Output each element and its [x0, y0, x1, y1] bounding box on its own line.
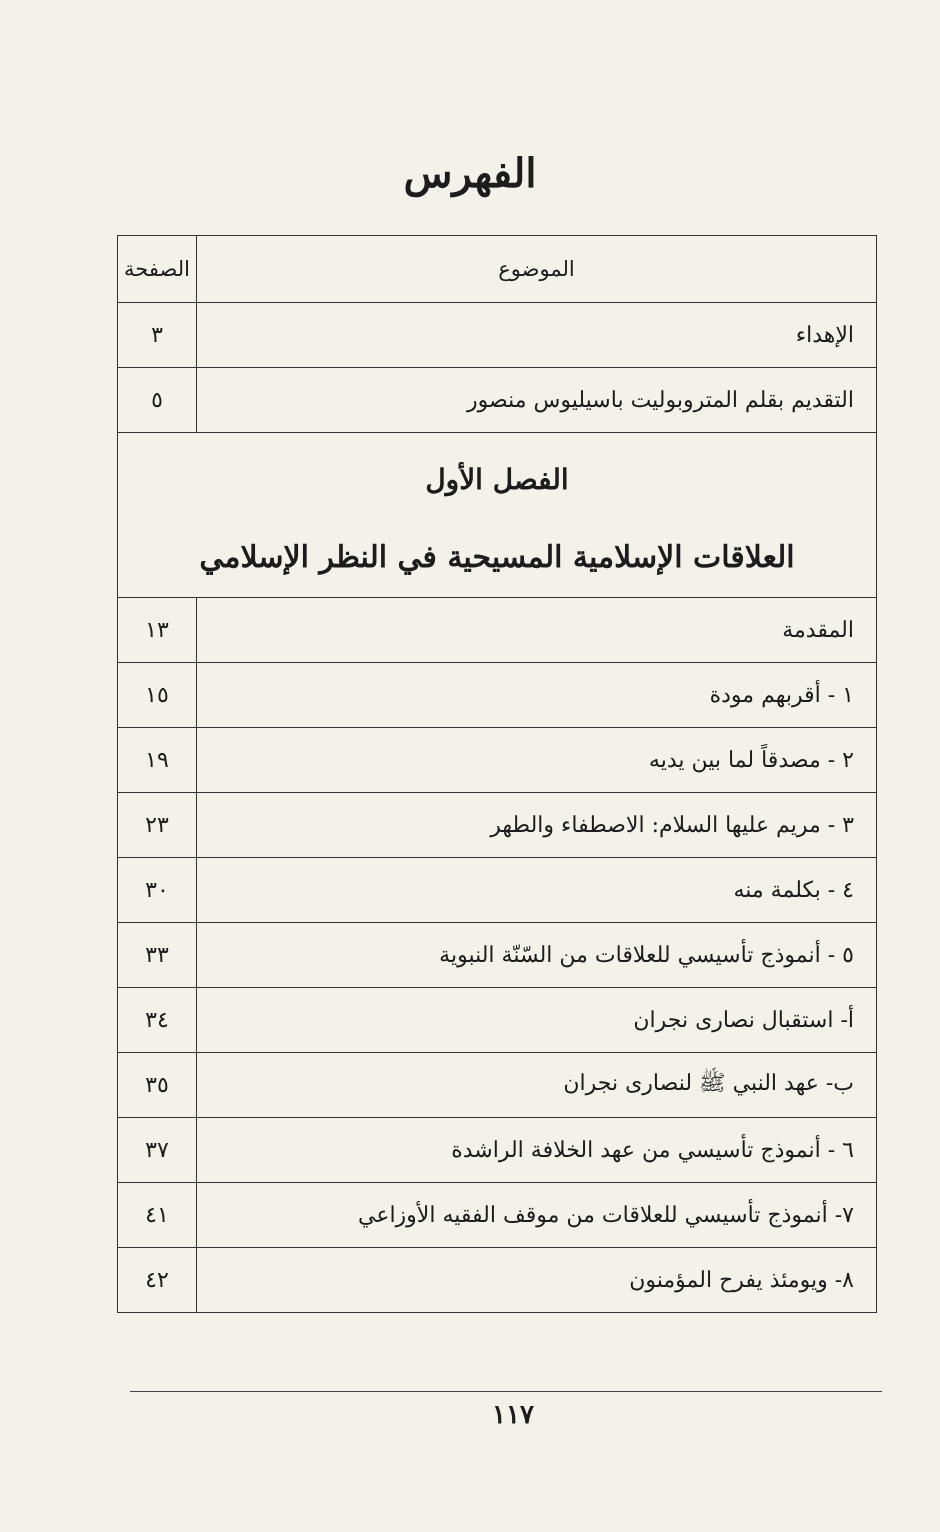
table-row	[118, 1183, 877, 1248]
row-page: ١٣	[118, 598, 197, 663]
row-page: ٣٧	[118, 1118, 197, 1183]
table-row	[118, 728, 877, 793]
row-page: ١٥	[118, 663, 197, 728]
chapter-subtitle: العلاقات الإسلامية المسيحية في النظر الإسلامي	[199, 540, 795, 575]
table-row	[118, 598, 877, 663]
row-topic: ١ - أقربهم مودة	[197, 663, 877, 728]
row-page: ٥	[118, 368, 197, 433]
table-row	[118, 368, 877, 433]
row-topic: المقدمة	[197, 598, 877, 663]
chapter-row	[118, 433, 877, 598]
row-topic: ب- عهد النبي ﷺ لنصارى نجران	[197, 1053, 877, 1118]
row-topic: التقديم بقلم المتروبوليت باسيليوس منصور	[197, 368, 877, 433]
table-header-row	[118, 236, 877, 303]
footer-divider	[130, 1391, 882, 1392]
toc-table	[117, 235, 877, 1313]
chapter-cell	[118, 433, 877, 598]
page-number: ١١٧	[492, 1400, 534, 1430]
row-topic: ٢ - مصدقاً لما بين يديه	[197, 728, 877, 793]
row-topic: الإهداء	[197, 303, 877, 368]
table-row	[118, 1053, 877, 1118]
row-topic: ٨- ويومئذ يفرح المؤمنون	[197, 1248, 877, 1313]
row-topic: ٤ - بكلمة منه	[197, 858, 877, 923]
table-row	[118, 1248, 877, 1313]
row-page: ٣٥	[118, 1053, 197, 1118]
row-page: ٢٣	[118, 793, 197, 858]
table-row	[118, 923, 877, 988]
row-page: ٣٣	[118, 923, 197, 988]
header-topic: الموضوع	[197, 236, 877, 303]
row-page: ٤١	[118, 1183, 197, 1248]
table-row	[118, 793, 877, 858]
table-row	[118, 988, 877, 1053]
row-page: ٤٢	[118, 1248, 197, 1313]
table-row	[118, 663, 877, 728]
row-page: ٣٠	[118, 858, 197, 923]
chapter-title: الفصل الأول	[425, 463, 569, 496]
table-row	[118, 858, 877, 923]
page-title: الفهرس	[403, 150, 537, 197]
table-row	[118, 303, 877, 368]
header-page: الصفحة	[118, 236, 197, 303]
table-row	[118, 1118, 877, 1183]
row-topic: أ- استقبال نصارى نجران	[197, 988, 877, 1053]
row-topic: ٧- أنموذج تأسيسي للعلاقات من موقف الفقيه الأوزاعي	[197, 1183, 877, 1248]
row-page: ٣	[118, 303, 197, 368]
row-topic: ٥ - أنموذج تأسيسي للعلاقات من السّنّة النبوية	[197, 923, 877, 988]
row-page: ١٩	[118, 728, 197, 793]
row-page: ٣٤	[118, 988, 197, 1053]
row-topic: ٦ - أنموذج تأسيسي من عهد الخلافة الراشدة	[197, 1118, 877, 1183]
row-topic: ٣ - مريم عليها السلام: الاصطفاء والطهر	[197, 793, 877, 858]
